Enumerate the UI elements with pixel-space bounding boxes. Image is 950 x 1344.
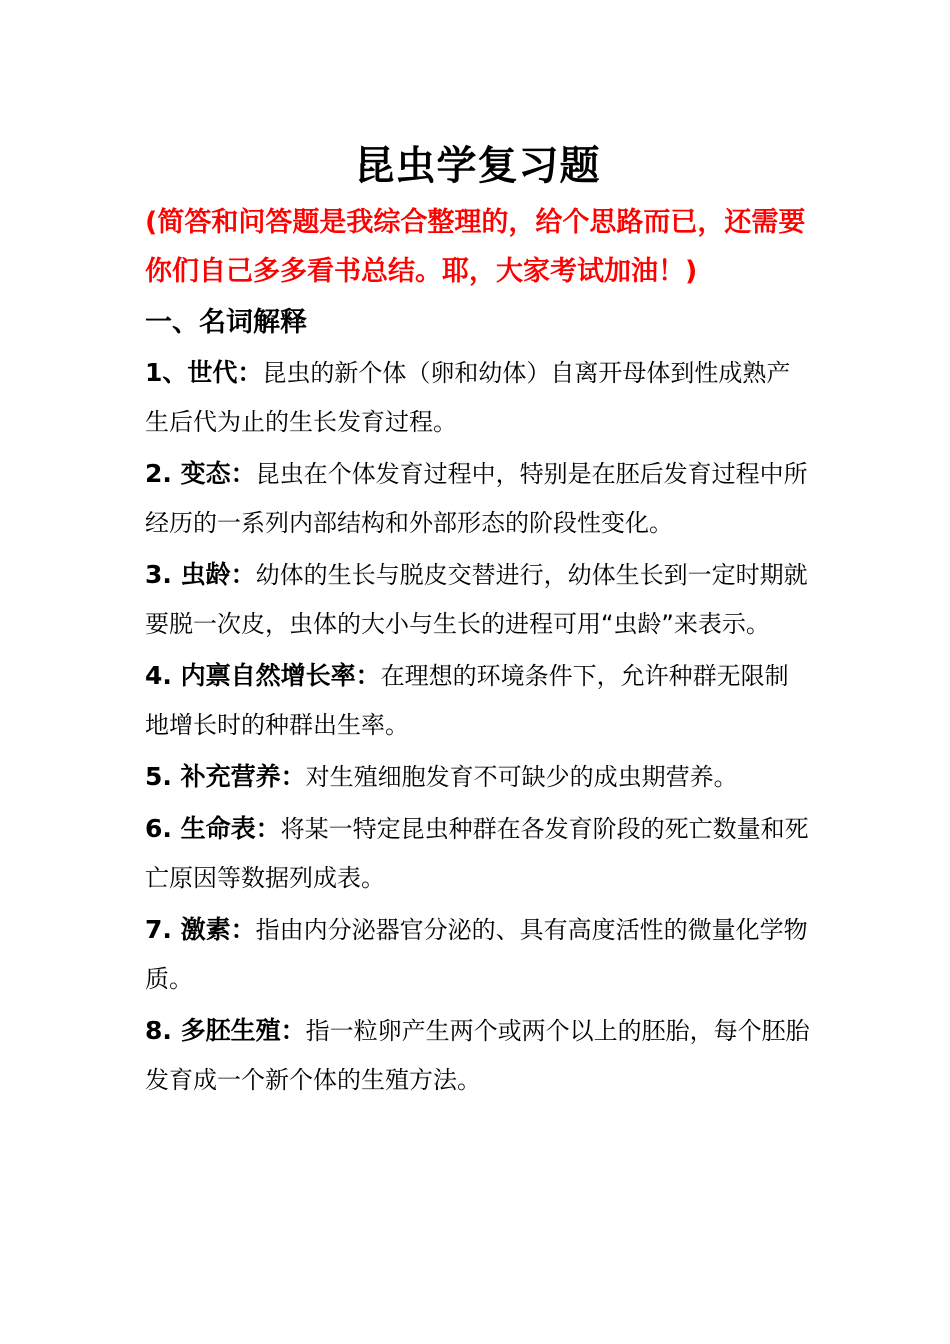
term-definition: 昆虫的新个体（卵和幼体）自离开母体到性成熟产生后代为止的生长发育过程。	[145, 359, 791, 436]
term-entry	[145, 1006, 810, 1105]
term-label: 5. 补充营养：	[145, 762, 306, 791]
term-label: 3. 虫龄：	[145, 560, 256, 589]
term-entry	[145, 550, 810, 649]
document-title: 昆虫学复习题	[354, 143, 601, 189]
section-heading: 一、名词解释	[145, 307, 307, 338]
term-entry	[145, 905, 810, 1004]
term-label: 4. 内禀自然增长率：	[145, 661, 381, 690]
term-label: 6. 生命表：	[145, 814, 281, 843]
term-entry	[145, 752, 810, 802]
term-label: 7. 激素：	[145, 915, 256, 944]
term-definition: 昆虫在个体发育过程中，特别是在胚后发育过程中所经历的一系列内部结构和外部形态的阶段性变化。	[145, 460, 808, 537]
term-entry	[145, 804, 810, 903]
author-note: (简答和问答题是我综合整理的，给个思路而已，还需要你们自己多多看书总结。耶，大家考试加油！)	[145, 207, 806, 287]
document-page	[145, 140, 810, 1105]
term-label: 1、世代：	[145, 358, 263, 387]
term-label: 8. 多胚生殖：	[145, 1016, 306, 1045]
term-definition: 将某一特定昆虫种群在各发育阶段的死亡数量和死亡原因等数据列成表。	[145, 815, 809, 892]
term-entry	[145, 449, 810, 548]
term-entry	[145, 348, 810, 447]
term-label: 2. 变态：	[145, 459, 256, 488]
term-entry	[145, 651, 810, 750]
term-definition: 指一粒卵产生两个或两个以上的胚胎，每个胚胎发育成一个新个体的生殖方法。	[145, 1017, 810, 1094]
term-definition: 指由内分泌器官分泌的、具有高度活性的微量化学物质。	[145, 916, 808, 993]
term-definition: 幼体的生长与脱皮交替进行，幼体生长到一定时期就要脱一次皮，虫体的大小与生长的进程可用“虫龄”来表示。	[145, 561, 808, 638]
term-definition: 对生殖细胞发育不可缺少的成虫期营养。	[305, 763, 738, 791]
term-definition: 在理想的环境条件下，允许种群无限制地增长时的种群出生率。	[145, 662, 789, 739]
